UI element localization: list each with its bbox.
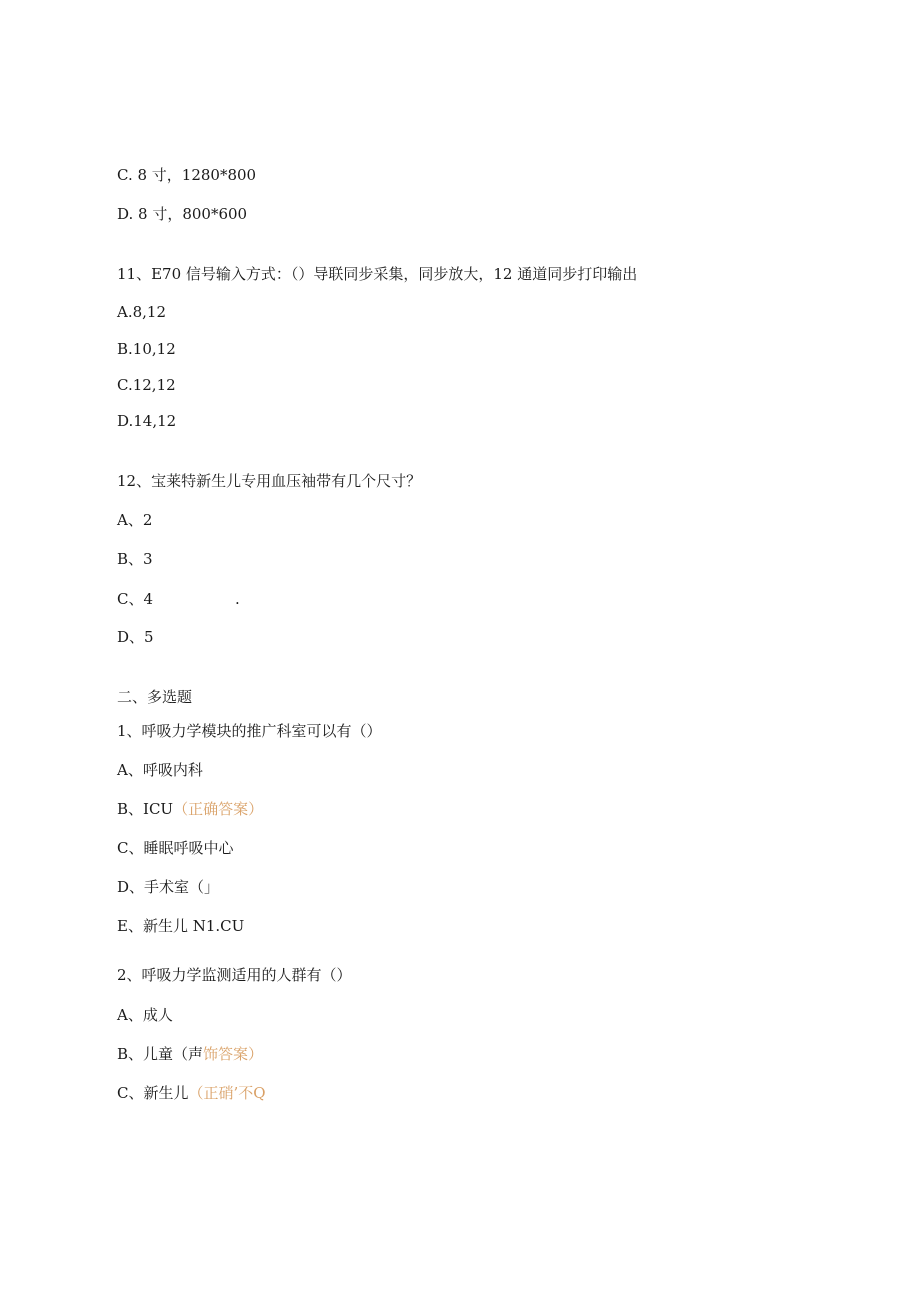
q11-option-c: C.12,12 <box>117 376 176 394</box>
correct-answer-note: 饰答案） <box>203 1045 264 1063</box>
mq2-option-c <box>117 1083 266 1103</box>
q11-option-d: D.14,12 <box>117 412 177 430</box>
q12-option-d: D、5 <box>117 628 154 646</box>
mq2-option-c-label: C、新生儿 <box>117 1084 189 1102</box>
mq1-option-e: E、新生儿 N1.CU <box>117 917 245 935</box>
q11-question: 11、E70 信号输入方式：（）导联同步采集，同步放大，12 通道同步打印输出 <box>117 265 638 283</box>
q12-question: 12、宝莱特新生儿专用血压袖带有几个尺寸？ <box>117 472 422 490</box>
correct-answer-note: （正硝’不Q <box>188 1084 266 1102</box>
mq1-question: 1、呼吸力学模块的推广科室可以有（） <box>117 722 382 740</box>
q12-option-b: B、3 <box>117 550 153 568</box>
q11-option-a: A.8,12 <box>117 303 166 321</box>
q11-option-b: B.10,12 <box>117 340 176 358</box>
q12-option-c-mark: . <box>235 590 240 608</box>
mq1-option-b-label: B、ICU <box>117 800 174 818</box>
mq2-option-a: A、成人 <box>117 1006 173 1024</box>
mq1-option-b <box>117 799 263 819</box>
q10-option-c: C. 8 寸，1280*800 <box>117 166 257 184</box>
mq2-option-b <box>117 1044 263 1064</box>
q12-option-a: A、2 <box>117 511 153 529</box>
mq2-option-b-label: B、儿童（声 <box>117 1045 204 1063</box>
correct-answer-note: （正确答案） <box>173 800 264 818</box>
mq1-option-c: C、睡眠呼吸中心 <box>117 839 234 857</box>
q12-option-c: C、4 <box>117 590 154 608</box>
q10-option-d: D. 8 寸，800*600 <box>117 205 248 223</box>
mq1-option-d: D、手术室（」 <box>117 878 220 896</box>
mq2-question: 2、呼吸力学监测适用的人群有（） <box>117 966 352 984</box>
mq1-option-a: A、呼吸内科 <box>117 761 203 779</box>
section-title-multiple-choice: 二、多选题 <box>117 688 193 706</box>
